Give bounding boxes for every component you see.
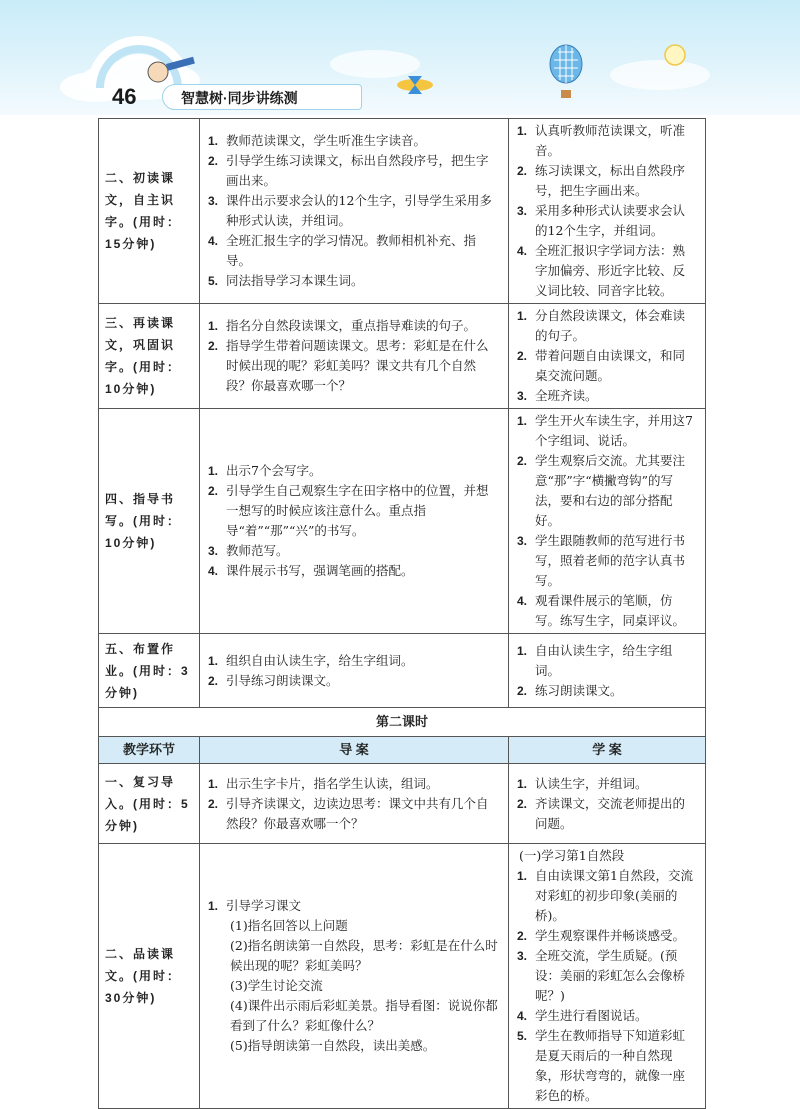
table-row bbox=[99, 764, 706, 844]
guide-cell: 1. 教师范读课文，学生听准生字读音。 2. 引导学生练习读课文，标出自然段序号，把生字画出来。 3. 课件出示要求会认的12个生字，引导学生采用多种形式认读，并组词。 4. 全班汇报生字的学习情况。教师相机补充、指导。 5. 同法指导学习本课生词。 bbox=[200, 119, 509, 304]
guide-cell: 1. 组织自由认读生字，给生字组词。 2. 引导练习朗读课文。 bbox=[200, 634, 509, 708]
study-cell: 1. 学生开火车读生字，并用这7个字组词、说话。 2. 学生观察后交流。尤其要注意“那”字“横撇弯钩”的写法，要和右边的部分搭配好。 3. 学生跟随教师的范写进行书写，照着老师的范字认真书写。 4. 观看课件展示的笔顺，仿写。练写生字，同桌评议。 bbox=[509, 409, 706, 634]
column-header-stage: 教学环节 bbox=[99, 737, 200, 764]
guide-cell: 1. 引导学习课文 (1)指名回答以上问题 (2)指名朗读第一自然段，思考：彩虹是在什么时候出现的呢？彩虹美吗？ (3)学生讨论交流 (4)课件出示雨后彩虹美景。指导看图：说说你都看到了什么？彩虹像什么？ (5)指导朗读第一自然段，读出美感。 bbox=[200, 844, 509, 1109]
table-row bbox=[99, 119, 706, 304]
table-row bbox=[99, 304, 706, 409]
lesson-title: 第二课时 bbox=[99, 708, 706, 737]
table-row bbox=[99, 409, 706, 634]
study-cell: (一)学习第1自然段 1. 自由读课文第1自然段，交流对彩虹的初步印象(美丽的桥)。 2. 学生观察课件并畅谈感受。 3. 全班交流，学生质疑。(预设：美丽的彩虹怎么会像桥呢？) 4. 学生进行看图说话。 5. 学生在教师指导下知道彩虹是夏天雨后的一种自然现象，形状弯弯的，就像一座彩色的桥。 bbox=[509, 844, 706, 1109]
stage-cell: 二、品读课文。(用时：30分钟) bbox=[99, 844, 200, 1109]
stage-cell: 二、初读课文，自主识字。(用时：15分钟) bbox=[99, 119, 200, 304]
airplane-icon bbox=[390, 70, 440, 100]
table-header-row bbox=[99, 737, 706, 764]
study-cell: 1. 认真听教师范读课文，听准音。 2. 练习读课文，标出自然段序号，把生字画出来。 3. 采用多种形式认读要求会认的12个生字，并组词。 4. 全班汇报识字学词方法：熟字加偏旁、形近字比较、反义词比较、同音字比较。 bbox=[509, 119, 706, 304]
study-cell: 1. 自由认读生字，给生字组词。 2. 练习朗读课文。 bbox=[509, 634, 706, 708]
page-number: 46 bbox=[112, 84, 137, 109]
table-row bbox=[99, 634, 706, 708]
book-title: 智慧树·同步讲练测 bbox=[162, 84, 362, 110]
guide-cell: 1. 出示7个会写字。 2. 引导学生自己观察生字在田字格中的位置，并想一想写的时候应该注意什么。重点指导“着”“那”“兴”的书写。 3. 教师范写。 4. 课件展示书写，强调笔画的搭配。 bbox=[200, 409, 509, 634]
page-header bbox=[0, 0, 800, 115]
study-cell: 1. 分自然段读课文，体会难读的句子。 2. 带着问题自由读课文，和同桌交流问题。 3. 全班齐读。 bbox=[509, 304, 706, 409]
stage-cell: 一、复习导入。(用时：5分钟) bbox=[99, 764, 200, 844]
stage-cell: 三、再读课文，巩固识字。(用时：10分钟) bbox=[99, 304, 200, 409]
stage-cell: 五、布置作业。(用时：3分钟) bbox=[99, 634, 200, 708]
column-header-guide: 导 案 bbox=[200, 737, 509, 764]
lesson-plan-table bbox=[98, 118, 706, 1109]
lesson-divider-row bbox=[99, 708, 706, 737]
stage-cell: 四、指导书写。(用时：10分钟) bbox=[99, 409, 200, 634]
hot-air-balloon-icon bbox=[548, 44, 584, 102]
study-cell: 1. 认读生字，并组词。 2. 齐读课文，交流老师提出的问题。 bbox=[509, 764, 706, 844]
guide-cell: 1. 指名分自然段读课文，重点指导难读的句子。 2. 指导学生带着问题读课文。思考：彩虹是在什么时候出现的呢？彩虹美吗？课文共有几个自然段？你最喜欢哪一个？ bbox=[200, 304, 509, 409]
column-header-study: 学 案 bbox=[509, 737, 706, 764]
guide-cell: 1. 出示生字卡片，指名学生认读，组词。 2. 引导齐读课文，边读边思考：课文中共有几个自然段？你最喜欢哪一个？ bbox=[200, 764, 509, 844]
table-row bbox=[99, 844, 706, 1109]
sun-icon bbox=[660, 40, 690, 70]
